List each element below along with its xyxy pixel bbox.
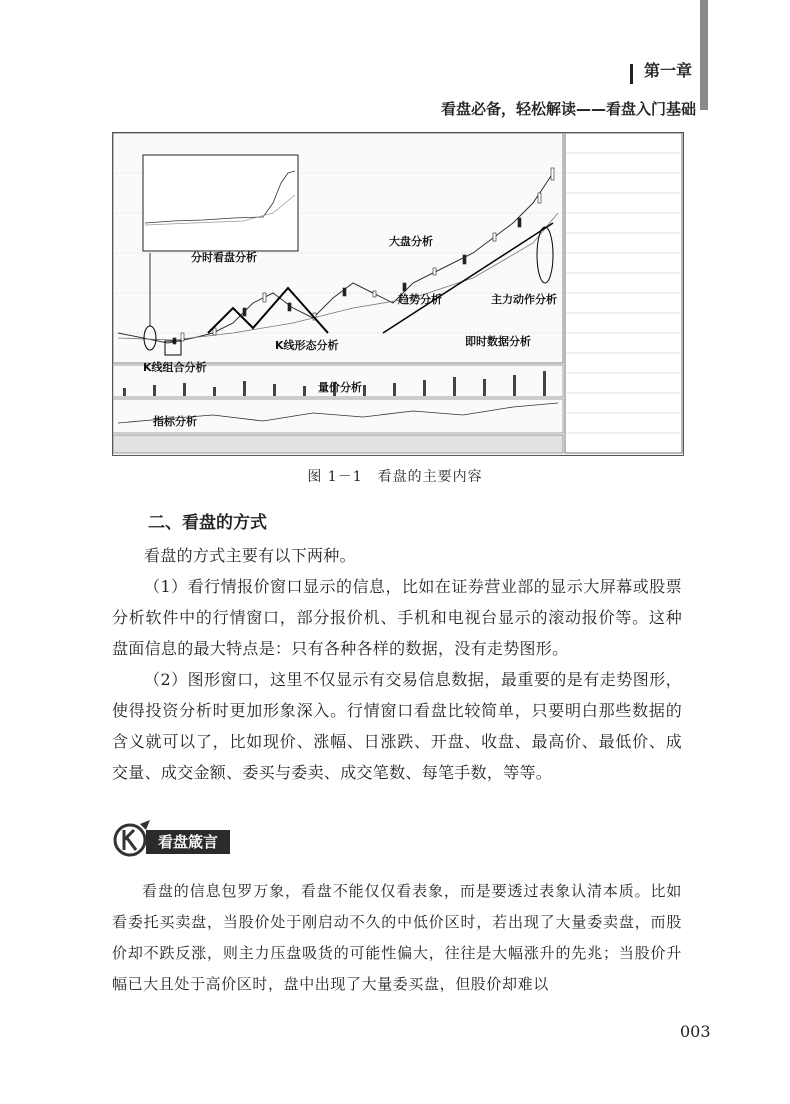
- section-title: 二、看盘的方式: [148, 513, 267, 533]
- figure-caption: 图 1－1 看盘的主要内容: [307, 469, 483, 485]
- tip-body: [112, 876, 682, 1000]
- label-indicator: 指标分析: [153, 415, 197, 428]
- stock-chart-figure: [112, 132, 684, 456]
- label-volume-price: 量价分析: [318, 381, 362, 394]
- page-number: 003: [680, 1022, 711, 1041]
- indicator-tabs: [113, 435, 563, 453]
- label-intraday: 分时看盘分析: [191, 251, 257, 264]
- section-paragraph-1: （1）看行情报价窗口显示的信息，比如在证券营业部的显示大屏幕或股票分析软件中的行情窗口，部分报价机、手机和电视台显示的滚动报价等。这种盘面信息的最大特点是：只有各种各样的数据，没有走势图形。: [112, 577, 682, 658]
- chapter-title: 第一章: [643, 61, 692, 80]
- intraday-inset: [143, 155, 298, 251]
- tip-text: 看盘的信息包罗万象，看盘不能仅仅看表象，而是要透过表象认清本质。比如看委托买卖盘，当股价处于刚启动不久的中低价区时，若出现了大量委卖盘，而股价却不跌反涨，则主力压盘吸货的可能性偏大，往往是大幅涨升的先兆；当股价升幅已大且处于高价区时，盘中出现了大量委买盘，但股价却难以: [112, 882, 682, 993]
- section-body: [112, 540, 682, 788]
- label-market: 大盘分析: [389, 235, 433, 248]
- page-edge-bar: [700, 0, 708, 110]
- label-trend: 趋势分析: [398, 293, 442, 306]
- chapter-subtitle: 看盘必备，轻松解读——看盘入门基础: [440, 100, 696, 118]
- tip-label: 看盘箴言: [146, 830, 230, 854]
- section-intro: 看盘的方式主要有以下两种。: [144, 546, 356, 565]
- label-realtime: 即时数据分析: [465, 335, 531, 348]
- label-main-force: 主力动作分析: [491, 293, 557, 306]
- stock-chart-svg: [113, 133, 683, 455]
- label-kline-combo: K线组合分析: [143, 361, 207, 374]
- label-kline-form: K线形态分析: [275, 339, 339, 352]
- section-paragraph-2: （2）图形窗口，这里不仅显示有交易信息数据，最重要的是有走势图形，使得投资分析时更加形象深入。行情窗口看盘比较简单，只要明白那些数据的含义就可以了，比如现价、涨幅、日涨跌、开盘、收盘、最高价、最低价、成交量、成交金额、委买与委卖、成交笔数、每笔手数，等等。: [112, 670, 682, 782]
